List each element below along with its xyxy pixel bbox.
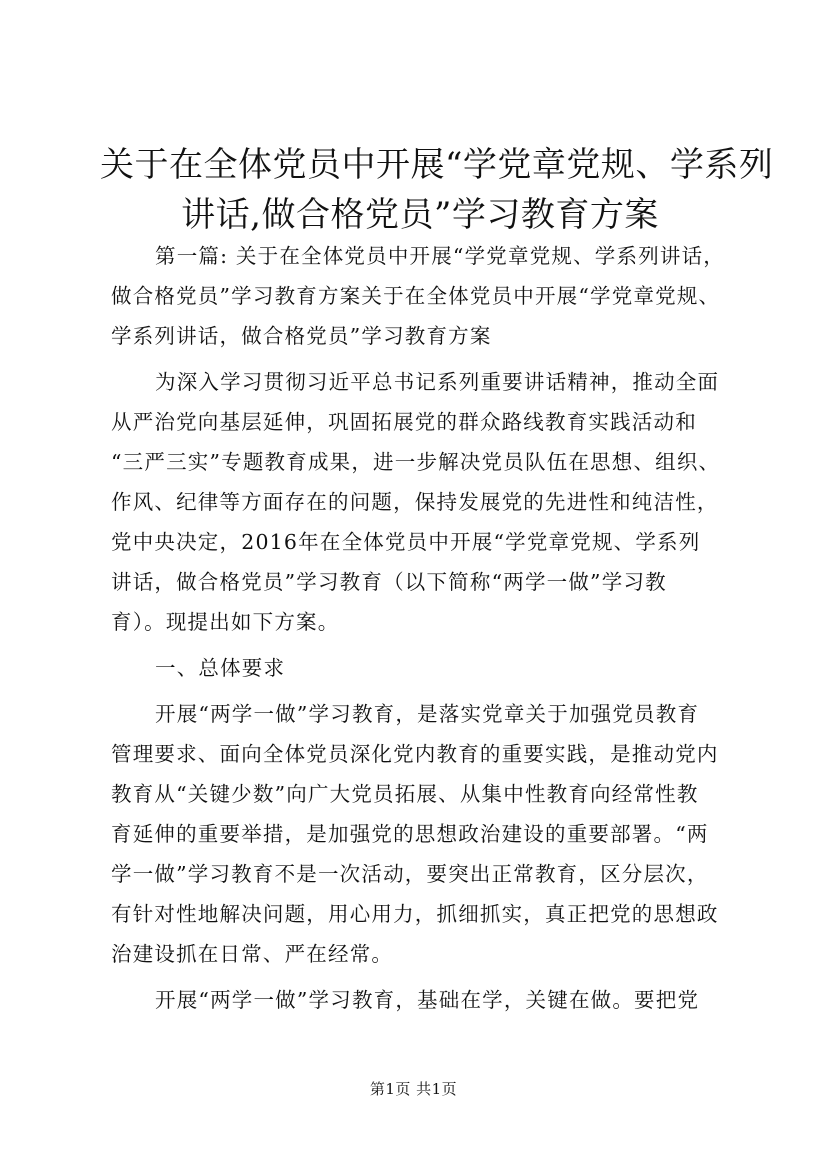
text-line: 开展“两学一做”学习教育，是落实党章关于加强党员教育: [155, 702, 700, 726]
text-line: 学系列讲话，做合格党员”学习教育方案: [111, 324, 492, 348]
text-line: 开展“两学一做”学习教育，基础在学，关键在做。要把党: [155, 988, 700, 1012]
page-footer: 第1页 共1页: [369, 1080, 458, 1098]
paragraph: [111, 980, 741, 1020]
text-line: 育延伸的重要举措，是加强党的思想政治建设的重要部署。“两: [111, 822, 709, 846]
text-line: 为深入学习贯彻习近平总书记系列重要讲话精神，推动全面: [155, 370, 720, 394]
text-line: 教育从“关键少数”向广大党员拓展、从集中性教育向经常性教: [111, 782, 699, 806]
text-line: 党中央决定，2016年在全体党员中开展“学党章党规、学系列: [111, 530, 701, 554]
text-line: 讲话，做合格党员”学习教育（以下简称“两学一做”学习教: [111, 570, 667, 594]
text-line: 管理要求、面向全体党员深化党内教育的重要实践，是推动党内: [111, 742, 719, 766]
text-line: 第一篇: 关于在全体党员中开展“学党章党规、学系列讲话，: [155, 244, 726, 268]
text-line: 从严治党向基层延伸，巩固拓展党的群众路线教育实践活动和: [111, 410, 697, 434]
paragraph: [111, 362, 741, 642]
text-line: 学一做”学习教育不是一次活动，要突出正常教育，区分层次，: [111, 862, 709, 886]
title-line-2: 讲话,做合格党员”学习教育方案: [181, 195, 659, 235]
text-line: “三严三实”专题教育成果，进一步解决党员队伍在思想、组织、: [111, 450, 721, 474]
paragraph: [111, 694, 741, 974]
text-line: 治建设抓在日常、严在经常。: [111, 942, 394, 966]
paragraph: [111, 236, 741, 356]
text-line: 育）。现提出如下方案。: [111, 610, 340, 634]
text-line: 做合格党员”学习教育方案关于在全体党员中开展“学党章党规、: [111, 284, 721, 308]
title-line-1: 关于在全体党员中开展“学党章党规、学系列: [100, 145, 774, 185]
text-line: 作风、纪律等方面存在的问题，保持发展党的先进性和纯洁性，: [111, 490, 719, 514]
document-title: [100, 140, 774, 240]
text-line: 有针对性地解决问题，用心用力，抓细抓实，真正把党的思想政: [111, 902, 719, 926]
document-body: [111, 236, 741, 1020]
paragraph: [111, 648, 741, 688]
text-line: 一、总体要求: [155, 656, 286, 680]
